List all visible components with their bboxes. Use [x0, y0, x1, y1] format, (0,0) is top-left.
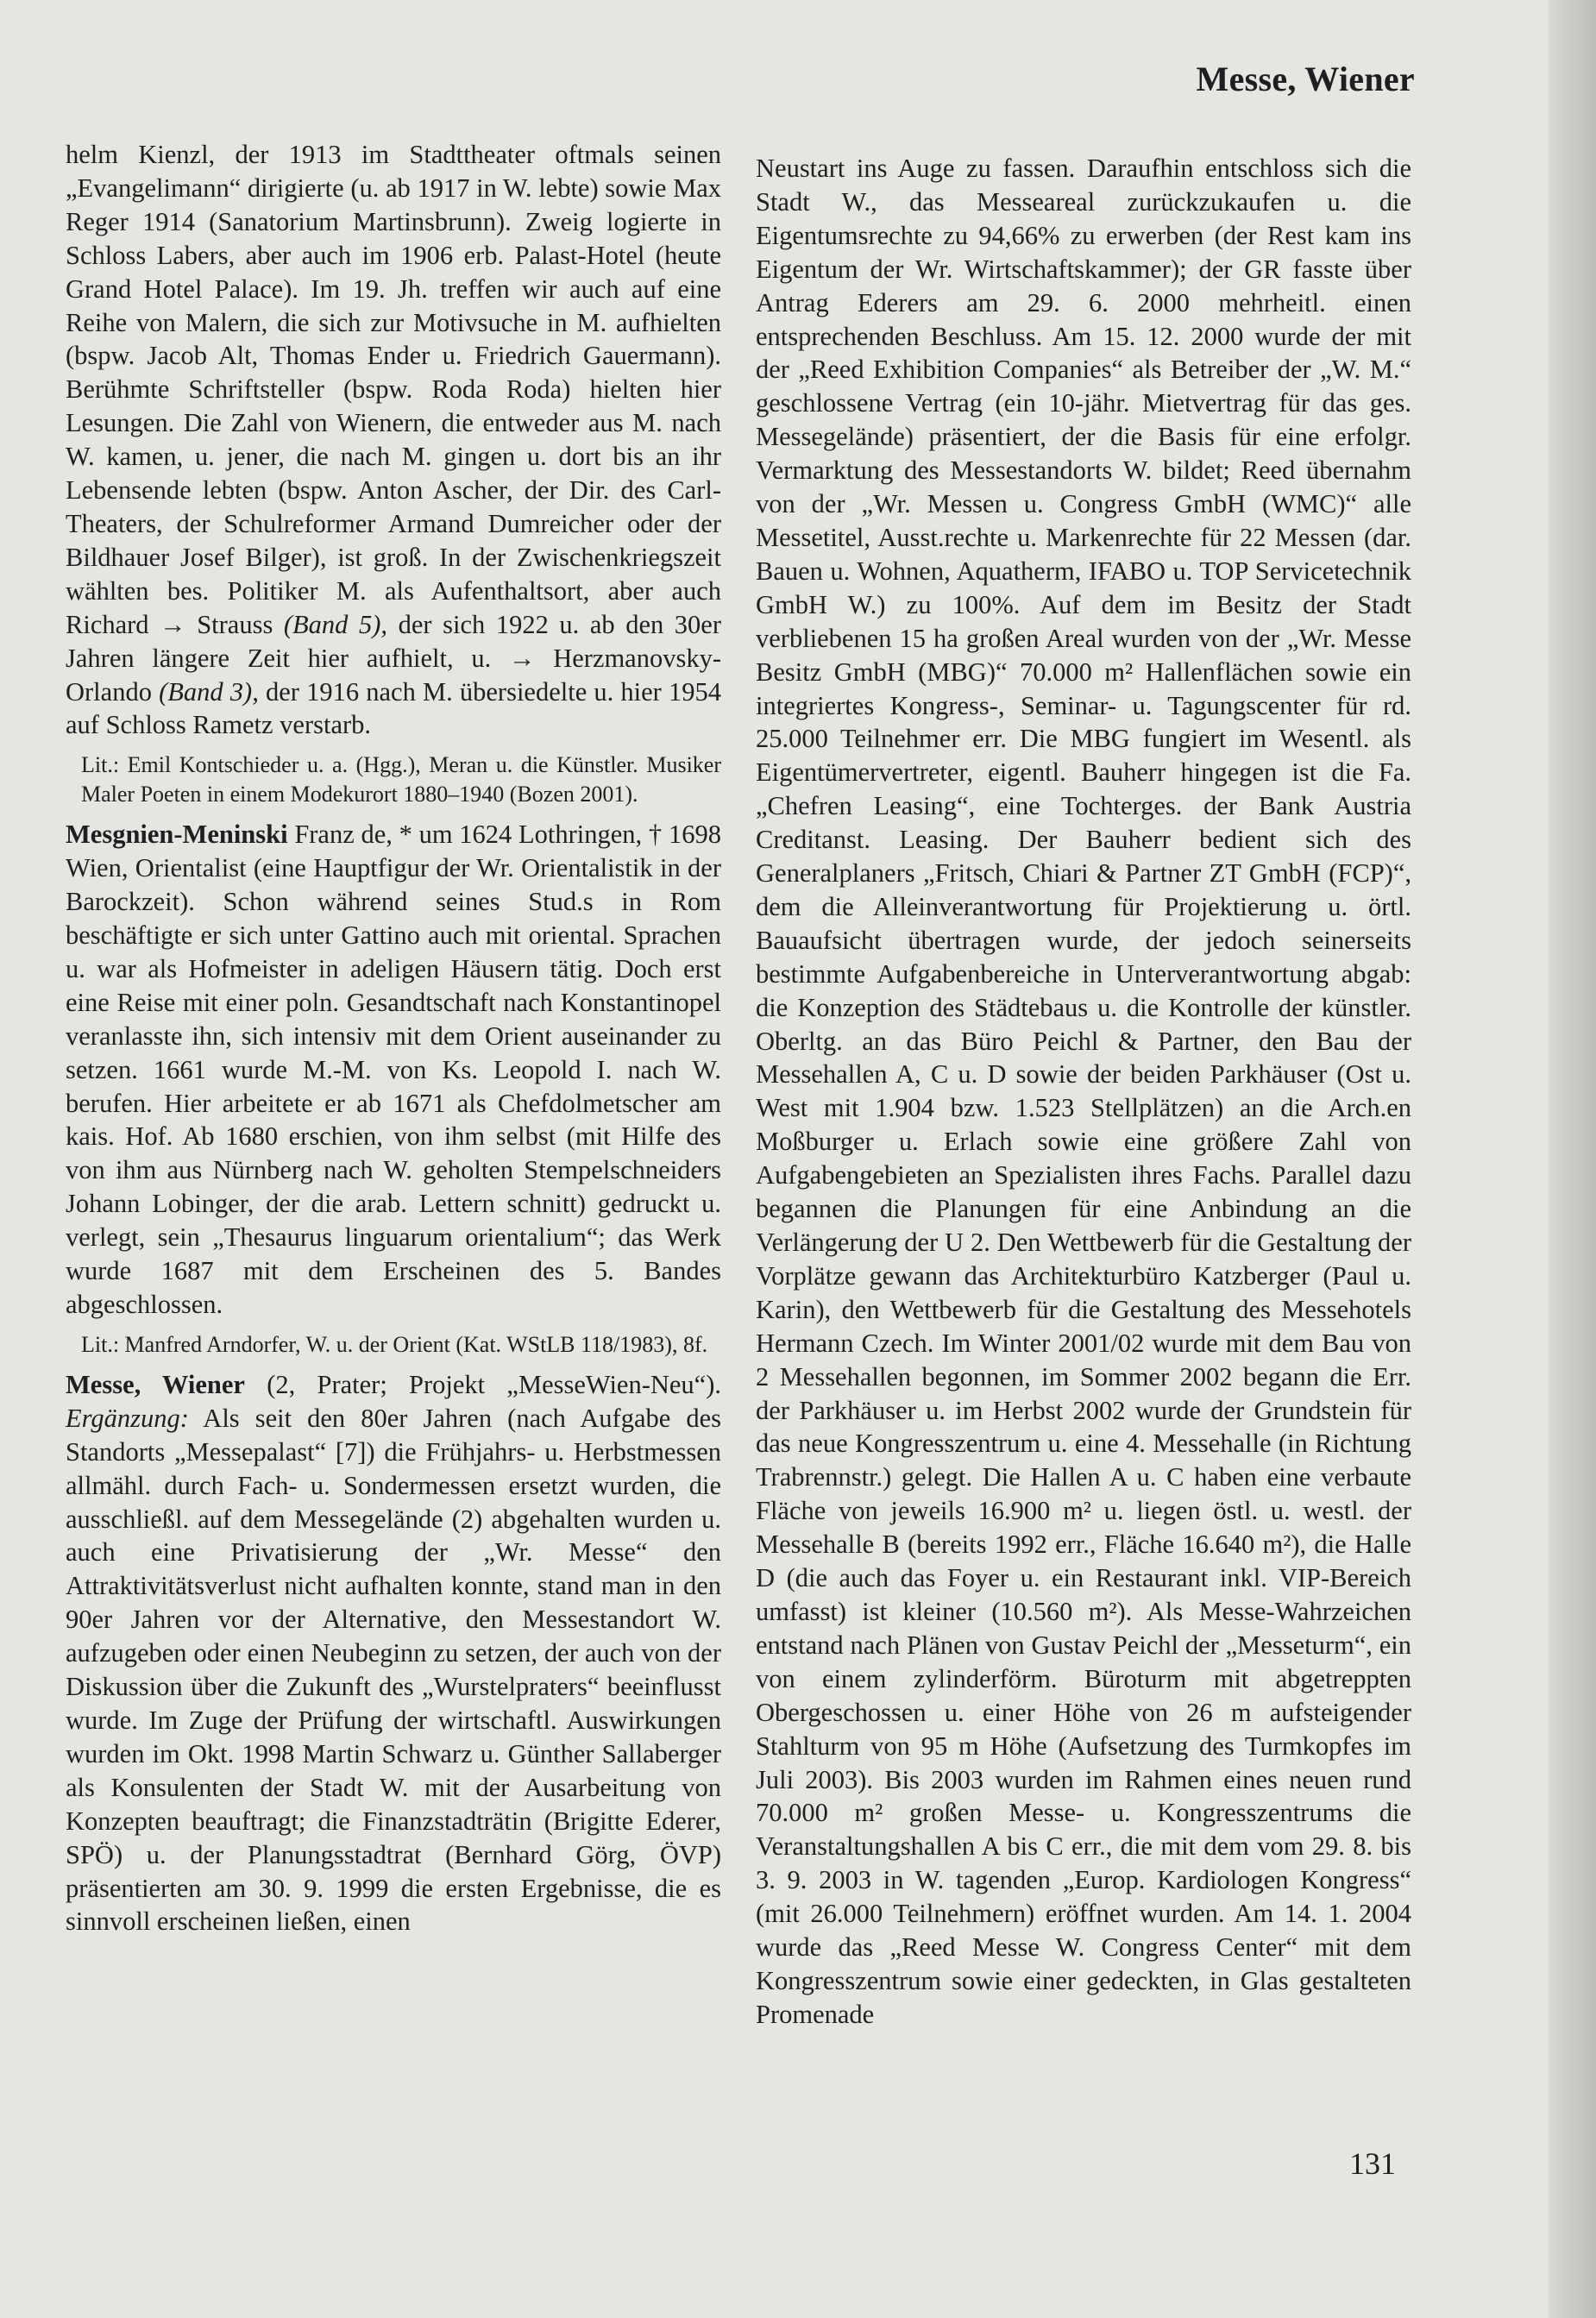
running-head: Messe, Wiener	[1196, 60, 1415, 98]
literature-note: Lit.: Manfred Arndorfer, W. u. der Orient (Kat. WStLB 118/1983), 8f.	[81, 1331, 708, 1357]
left-column	[66, 138, 721, 1938]
entry-messe-wiener: Messe, Wiener (2, Prater; Projekt „MesseWien-Neu“). Ergänzung: Als seit den 80er Jahren (nach Aufgabe des Standorts „Messepalast“ [7]) die Frühjahrs- u. Herbstmessen allmähl. durch Fach- u. Sondermessen ersetzt wurden, die ausschließl. auf dem Messegelände (2) abgehalten wurden u. auch eine Privatisierung der „Wr. Messe“ den Attraktivitätsverlust nicht aufhalten konnte, stand man in den 90er Jahren vor der Alternative, den Messestandort W. aufzugeben oder einen Neubeginn zu setzen, der auch von der Diskussion über die Zukunft des „Wurstelpraters“ beeinflusst wurde. Im Zuge der Prüfung der wirtschaftl. Auswirkungen wurden im Okt. 1998 Martin Schwarz u. Günther Sallaberger als Konsulenten der Stadt W. mit der Ausarbeitung von Konzepten beauftragt; die Finanzstadträtin (Brigitte Ederer, SPÖ) u. der Planungsstadtrat (Bernhard Görg, ÖVP) präsentierten am 30. 9. 1999 die ersten Ergebnisse, die es sinnvoll erscheinen ließen, einen	[66, 1369, 721, 1937]
entry-mesgnien-meninski: Mesgnien-Meninski Franz de, * um 1624 Lothringen, † 1698 Wien, Orientalist (eine Hauptfigur der Wr. Orientalistik in der Barockzeit). Schon während seines Stud.s in Rom beschäftigte er sich unter Gattino auch mit oriental. Sprachen u. war als Hofmeister in adeligen Häusern tätig. Doch erst eine Reise mit einer poln. Gesandtschaft nach Konstantinopel veranlasste ihn, sich intensiv mit dem Orient auseinander zu setzen. 1661 wurde M.-M. von Ks. Leopold I. nach W. berufen. Hier arbeitete er ab 1671 als Chefdolmetscher am kais. Hof. Ab 1680 erschien, von ihm selbst (mit Hilfe des von ihm aus Nürnberg nach W. geholten Stempelschneiders Johann Lobinger, der die arab. Lettern schnitt) gedruckt u. verlegt, sein „Thesaurus linguarum orientalium“; das Werk wurde 1687 mit dem Erscheinen des 5. Bandes abgeschlossen.	[66, 820, 721, 1319]
right-column	[756, 152, 1411, 2032]
paragraph-meran-continuation: helm Kienzl, der 1913 im Stadttheater oftmals seinen „Evangelimann“ dirigierte (u. ab 1917 in W. lebte) sowie Max Reger 1914 (Sanatorium Martinsbrunn). Zweig logierte in Schloss Labers, aber auch im 1906 erb. Palast-Hotel (heute Grand Hotel Palace). Im 19. Jh. treffen wir auch auf eine Reihe von Malern, die sich zur Motivsuche in M. aufhielten (bspw. Jacob Alt, Thomas Ender u. Friedrich Gauermann). Berühmte Schriftsteller (bspw. Roda Roda) hielten hier Lesungen. Die Zahl von Wienern, die entweder aus M. nach W. kamen, u. jener, die nach M. gingen u. dort bis an ihr Lebensende lebten (bspw. Anton Ascher, der Dir. des Carl-Theaters, der Schulreformer Armand Dumreicher oder der Bildhauer Josef Bilger), ist groß. In der Zwischenkriegszeit wählten bes. Politiker M. als Aufenthaltsort, aber auch Richard → Strauss (Band 5), der sich 1922 u. ab den 30er Jahren längere Zeit hier aufhielt, u. → Herzmanovsky-Orlando (Band 3), der 1916 nach M. übersiedelte u. hier 1954 auf Schloss Rametz verstarb.	[66, 140, 722, 740]
paragraph-messe-continuation: Neustart ins Auge zu fassen. Daraufhin entschloss sich die Stadt W., das Messeareal zurückzukaufen u. die Eigentumsrechte zu 94,66% zu erwerben (der Rest kam ins Eigentum der Wr. Wirtschaftskammer); der GR fasste über Antrag Ederers am 29. 6. 2000 mehrheitl. einen entsprechenden Beschluss. Am 15. 12. 2000 wurde der mit der „Reed Exhibition Companies“ als Betreiber der „W. M.“ geschlossene Vertrag (ein 10-jähr. Mietvertrag für das ges. Messegelände) präsentiert, der die Basis für eine erfolgr. Vermarktung des Messestandorts W. bildet; Reed übernahm von der „Wr. Messen u. Congress GmbH (WMC)“ alle Messetitel, Ausst.rechte u. Markenrechte für 22 Messen (dar. Bauen u. Wohnen, Aquatherm, IFABO u. TOP Servicetechnik GmbH W.) zu 100%. Auf dem im Besitz der Stadt verbliebenen 15 ha großen Areal wurden von der „Wr. Messe Besitz GmbH (MBG)“ 70.000 m² Hallenflächen sowie ein integriertes Kongress-, Seminar- u. Tagungscenter für rd. 25.000 Teilnehmer err. Die MBG fungiert im Wesentl. als Eigentümervertreter, eigentl. Bauherr hingegen ist die Fa. „Chefren Leasing“, eine Tochterges. der Bank Austria Creditanst. Leasing. Der Bauherr bedient sich des Generalplaners „Fritsch, Chiari & Partner ZT GmbH (FCP)“, dem die Alleinverantwortung für Projektierung u. örtl. Bauaufsicht übertragen wurde, der jedoch seinerseits bestimmte Aufgabenbereiche in Unterverantwortung abgab: die Konzeption des Städtebaus u. die Kontrolle der künstler. Oberltg. an das Büro Peichl & Partner, den Bau der Messehallen A, C u. D sowie der beiden Parkhäuser (Ost u. West mit 1.904 bzw. 1.523 Stellplätzen) an die Arch.en Moßburger u. Erlach sowie eine größere Zahl von Aufgabengebieten an Spezialisten ihres Fachs. Parallel dazu begannen die Planungen für eine Anbindung an die Verlängerung der U 2. Den Wettbewerb für die Gestaltung der Vorplätze gewann das Architekturbüro Katzberger (Paul u. Karin), den Wettbewerb für die Gestaltung des Messehotels Hermann Czech. Im Winter 2001/02 wurde mit dem Bau von 2 Messehallen begonnen, im Sommer 2002 begann die Err. der Parkhäuser u. im Herbst 2002 wurde der Grundstein für das neue Kongresszentrum u. eine 4. Messehalle (in Richtung Trabrennstr.) gelegt. Die Hallen A u. C haben eine verbaute Fläche von jeweils 16.900 m² u. liegen östl. u. westl. der Messehalle B (bereits 1992 err., Fläche 16.640 m²), die Halle D (die auch das Foyer u. ein Restaurant inkl. VIP-Bereich umfasst) ist kleiner (10.560 m²). Als Messe-Wahrzeichen entstand nach Plänen von Gustav Peichl der „Messeturm“, ein von einem zylinderförm. Büroturm mit abgetreppten Obergeschossen u. einer Höhe von 26 m aufsteigender Stahlturm von 95 m Höhe (Aufsetzung des Turmkopfes im Juli 2003). Bis 2003 wurden im Rahmen eines neuen rund 70.000 m² großen Messe- u. Kongresszentrums die Veranstaltungshallen A bis C err., die mit dem vom 29. 8. bis 3. 9. 2003 in W. tagenden „Europ. Kardiologen Kongress“ (mit 26.000 Teilnehmern) eröffnet wurden. Am 14. 1. 2004 wurde das „Reed Messe W. Congress Center“ mit dem Kongresszentrum sowie einer gedeckten, in Glas gestalteten Promenade	[756, 154, 1411, 2029]
entry-headword: Mesgnien-Meninski	[66, 820, 288, 850]
entry-headword: Messe, Wiener	[66, 1369, 245, 1399]
literature-note: Lit.: Emil Kontschieder u. a. (Hgg.), Meran u. die Künstler. Musiker Maler Poeten in einem Modekurort 1880–1940 (Bozen 2001).	[81, 752, 721, 807]
page-number: 131	[1349, 2146, 1396, 2181]
page-edge	[1549, 0, 1596, 2318]
